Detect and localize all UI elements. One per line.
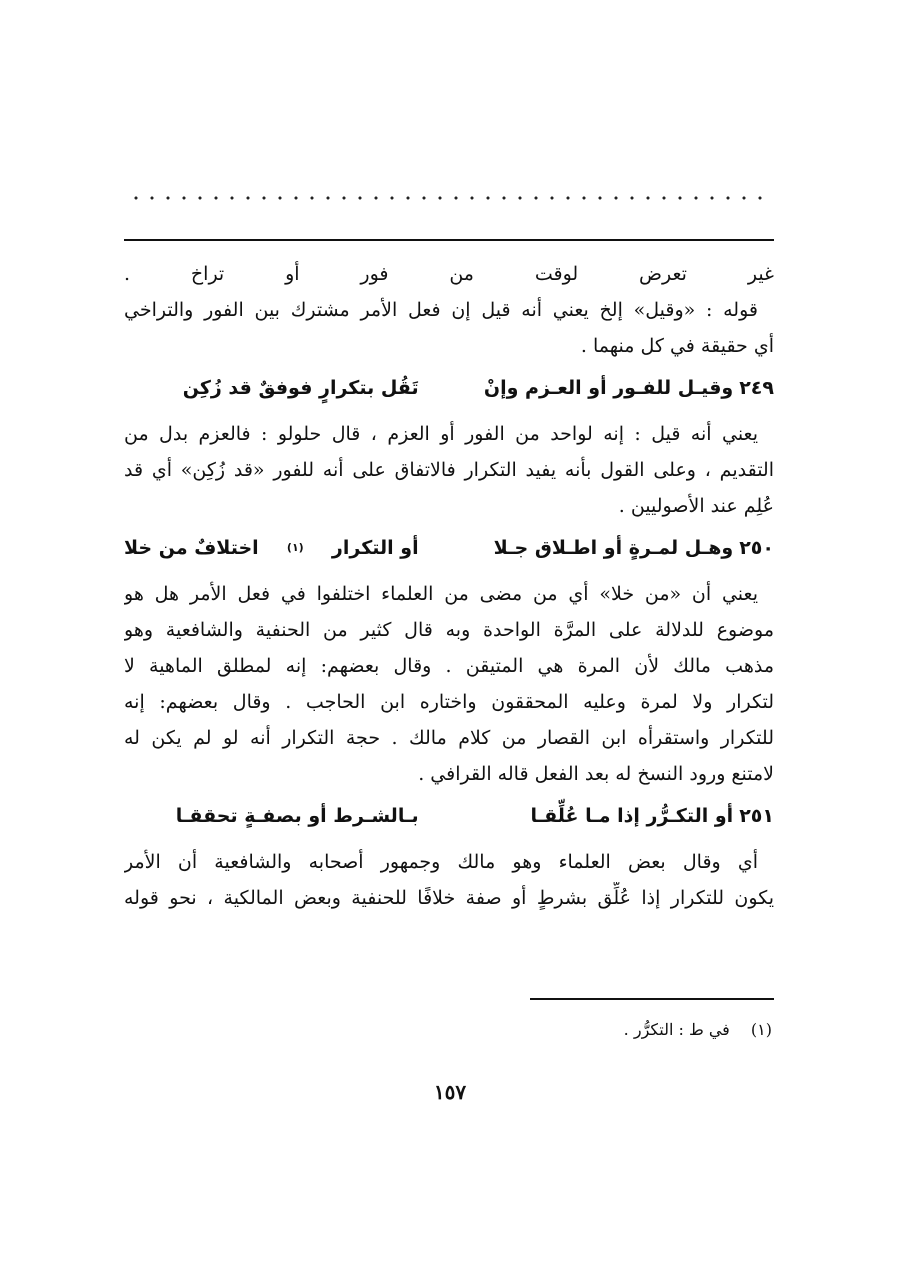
dotted-separator xyxy=(128,194,773,202)
commentary-line: يعني أن «من خلا» أي من مضى من العلماء اختلفوا في فعل الأمر هل هو xyxy=(124,583,758,605)
text-line: غير تعرض لوقت من فور أو تراخ . xyxy=(124,263,774,285)
main-text xyxy=(124,258,774,918)
verse-second-hemistich xyxy=(124,528,439,572)
commentary-line: أي وقال بعض العلماء وهو مالك وجمهور أصحابه والشافعية أن الأمر xyxy=(124,851,758,873)
verse-251 xyxy=(124,796,774,840)
verse-250 xyxy=(124,528,774,572)
commentary-line: يعني أنه قيل : إنه لواحد من الفور أو العزم ، قال حلولو : فالعزم بدل من xyxy=(124,423,758,445)
verse-first-hemistich: وهـل لمـرةٍ أو اطـلاق جـلا xyxy=(493,537,734,559)
verse-first-hemistich: وقيـل للفـور أو العـزم وإنْ xyxy=(483,377,734,399)
commentary-line: مذهب مالك لأن المرة هي المتيقن . وقال بعضهم: إنه لمطلق الماهية لا xyxy=(124,655,774,677)
verse-second-hemistich: تَقُل بتكرارٍ فوفقٌ قد زُكِن xyxy=(182,377,419,399)
verse-249 xyxy=(124,368,774,412)
verse-text: أو التكرار xyxy=(331,537,419,559)
commentary-line: عُلِم عند الأصوليين . xyxy=(618,495,774,517)
text-line: قوله : «وقيل» إلخ يعني أنه قيل إن فعل الأمر مشترك بين الفور والتراخي xyxy=(124,299,758,321)
commentary-line: يكون للتكرار إذا عُلِّق بشرطٍ أو صفة خلافًا للحنفية وبعض المالكية ، نحو قوله xyxy=(124,887,774,909)
footnote-number: (١) xyxy=(750,1020,772,1039)
commentary-line: التقديم ، وعلى القول بأنه يفيد التكرار فالاتفاق على أنه للفور «قد زُكِن» أي قد xyxy=(124,459,774,481)
footnote-rule xyxy=(530,998,774,1000)
commentary-line: لتكرار ولا لمرة وعليه المحققون واختاره ابن الحاجب . وقال بعضهم: إنه xyxy=(124,691,774,713)
commentary-line: موضوع للدلالة على المرَّة الواحدة وبه قال كثير من الحنفية والشافعية وهو xyxy=(124,619,774,641)
commentary-line: للتكرار واستقرأه ابن القصار من كلام مالك . حجة التكرار أنه لو لم يكن له xyxy=(124,727,774,749)
text-line: أي حقيقة في كل منهما . xyxy=(580,335,774,357)
verse-number: ٢٥٠ xyxy=(739,537,774,559)
footnote-text: في ط : التكرُّر . xyxy=(623,1020,730,1039)
commentary-line: لامتنع ورود النسخ له بعد الفعل قاله القرافي . xyxy=(418,763,774,785)
footnote xyxy=(624,1020,772,1039)
verse-text: اختلافٌ من خلا xyxy=(124,537,259,559)
verse-first-hemistich: أو التكـرُّر إذا مـا عُلِّقـا xyxy=(530,805,734,827)
verse-second-hemistich: بـالشـرط أو بصفـةٍ تحققـا xyxy=(175,805,419,827)
top-rule xyxy=(124,239,774,241)
footnote-ref: (١) xyxy=(286,541,304,554)
verse-number: ٢٥١ xyxy=(739,805,774,827)
verse-number: ٢٤٩ xyxy=(739,377,774,399)
page-number: ١٥٧ xyxy=(433,1080,467,1104)
